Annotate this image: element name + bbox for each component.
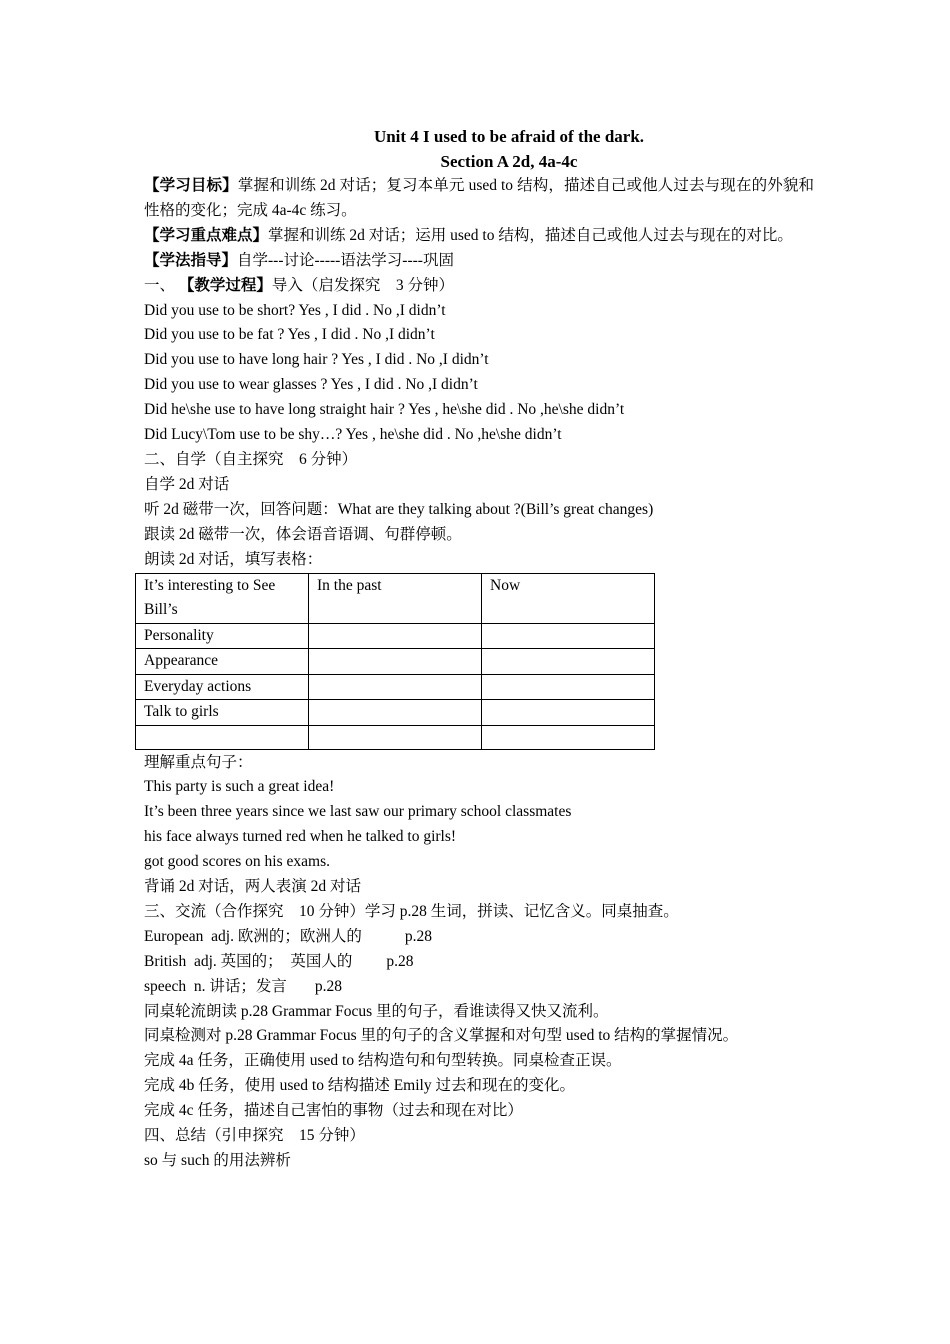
table-row-label: Appearance bbox=[136, 649, 309, 675]
text-line: his face always turned red when he talked to girls! bbox=[144, 828, 457, 846]
vocab-item bbox=[144, 925, 814, 950]
study-method bbox=[144, 249, 814, 274]
learning-goals bbox=[144, 174, 814, 224]
text-line: so 与 such 的用法辨析 bbox=[144, 1152, 291, 1169]
section-title: Section A 2d, 4a-4c bbox=[440, 152, 578, 171]
text-line: This party is such a great idea! bbox=[144, 778, 335, 796]
section1-label: 【教学过程】 bbox=[178, 276, 272, 294]
table-header-row bbox=[136, 573, 655, 623]
text-line: 背诵 2d 对话，两人表演 2d 对话 bbox=[144, 878, 362, 896]
text-line: Did you use to wear glasses ? Yes , I did . No ,I didn’t bbox=[144, 376, 478, 394]
vocab-page: p.28 bbox=[386, 952, 414, 970]
text-line: 自学 2d 对话 bbox=[144, 475, 230, 493]
table-row-label: Everyday actions bbox=[136, 674, 309, 700]
text-line: 听 2d 磁带一次，回答问题：What are they talking about ?(Bill’s great changes) bbox=[144, 500, 654, 518]
text-line: 完成 4c 任务，描述自己害怕的事物（过去和现在对比） bbox=[144, 1102, 523, 1120]
bill-changes-table bbox=[135, 573, 655, 750]
table-row-label bbox=[136, 725, 309, 749]
vocab-item bbox=[144, 975, 814, 1000]
vocab-item bbox=[144, 950, 814, 975]
table-row bbox=[136, 700, 655, 726]
table-header-cell: In the past bbox=[309, 573, 482, 623]
table-blank-cell[interactable] bbox=[482, 674, 655, 700]
section1-heading bbox=[144, 274, 814, 299]
section1-prefix: 一、 bbox=[144, 276, 176, 294]
text-line: 同桌检测对 p.28 Grammar Focus 里的句子的含义掌握和对句型 used to 结构的掌握情况。 bbox=[144, 1027, 739, 1045]
table-blank-cell[interactable] bbox=[309, 623, 482, 649]
text-line: Did you use to be fat ? Yes , I did . No ,I didn’t bbox=[144, 326, 435, 344]
text-line: 跟读 2d 磁带一次，体会语音语调、句群停顿。 bbox=[144, 525, 462, 543]
method-text: 自学---讨论-----语法学习----巩固 bbox=[237, 251, 454, 269]
table-header-cell: Now bbox=[482, 573, 655, 623]
table-header-cell: It’s interesting to See Bill’s bbox=[136, 573, 309, 623]
keypoints-label: 【学习重点难点】 bbox=[144, 226, 269, 244]
vocab-word: European adj. 欧洲的；欧洲人的 bbox=[144, 927, 362, 945]
table-blank-cell[interactable] bbox=[309, 700, 482, 726]
sentences-heading: 理解重点句子： bbox=[144, 753, 253, 771]
method-label: 【学法指导】 bbox=[144, 251, 238, 269]
table-blank-cell[interactable] bbox=[482, 725, 655, 749]
table-row-label: Personality bbox=[136, 623, 309, 649]
table-blank-cell[interactable] bbox=[309, 649, 482, 675]
section4-heading: 四、总结（引申探究 15 分钟） bbox=[144, 1127, 365, 1145]
vocab-page: p.28 bbox=[404, 927, 432, 945]
text-line: got good scores on his exams. bbox=[144, 853, 330, 871]
text-line: 完成 4a 任务，正确使用 used to 结构造句和句型转换。同桌检查正误。 bbox=[144, 1052, 622, 1070]
goals-text: 掌握和训练 2d 对话；复习本单元 used to 结构，描述自己或他人过去与现在的外貌和性格的变化；完成 4a-4c 练习。 bbox=[144, 177, 814, 219]
text-line: Did Lucy\Tom use to be shy…? Yes , he\she did . No ,he\she didn’t bbox=[144, 426, 562, 444]
section2-heading: 二、自学（自主探究 6 分钟） bbox=[144, 450, 358, 468]
table-row bbox=[136, 725, 655, 749]
text-line: Did he\she use to have long straight hair ? Yes , he\she did . No ,he\she didn’t bbox=[144, 401, 625, 419]
table-blank-cell[interactable] bbox=[309, 674, 482, 700]
text-line: Did you use to be short? Yes , I did . No ,I didn’t bbox=[144, 301, 446, 319]
vocab-word: speech n. 讲话；发言 bbox=[144, 977, 287, 995]
table-blank-cell[interactable] bbox=[482, 649, 655, 675]
table-row-label: Talk to girls bbox=[136, 700, 309, 726]
section3-heading: 三、交流（合作探究 10 分钟）学习 p.28 生词，拼读、记忆含义。同桌抽查。 bbox=[144, 902, 679, 920]
unit-title: Unit 4 I used to be afraid of the dark. bbox=[373, 127, 645, 146]
document-body bbox=[144, 124, 814, 1174]
goals-label: 【学习目标】 bbox=[144, 177, 238, 194]
table-row bbox=[136, 674, 655, 700]
table-blank-cell[interactable] bbox=[309, 725, 482, 749]
vocab-word: British adj. 英国的； 英国人的 bbox=[144, 952, 353, 970]
table-blank-cell[interactable] bbox=[482, 623, 655, 649]
text-line: Did you use to have long hair ? Yes , I did . No ,I didn’t bbox=[144, 351, 489, 369]
key-points bbox=[144, 224, 814, 249]
text-line: 同桌轮流朗读 p.28 Grammar Focus 里的句子，看谁读得又快又流利。 bbox=[144, 1002, 609, 1020]
text-line: 朗读 2d 对话，填写表格： bbox=[144, 550, 323, 568]
table-row bbox=[136, 623, 655, 649]
keypoints-text: 掌握和训练 2d 对话；运用 used to 结构，描述自己或他人过去与现在的对比。 bbox=[268, 226, 793, 244]
text-line: It’s been three years since we last saw our primary school classmates bbox=[144, 803, 572, 821]
section1-text: 导入（启发探究 3 分钟） bbox=[271, 276, 455, 294]
table-blank-cell[interactable] bbox=[482, 700, 655, 726]
table-row bbox=[136, 649, 655, 675]
text-line: 完成 4b 任务，使用 used to 结构描述 Emily 过去和现在的变化。 bbox=[144, 1077, 575, 1095]
vocab-page: p.28 bbox=[314, 977, 343, 995]
